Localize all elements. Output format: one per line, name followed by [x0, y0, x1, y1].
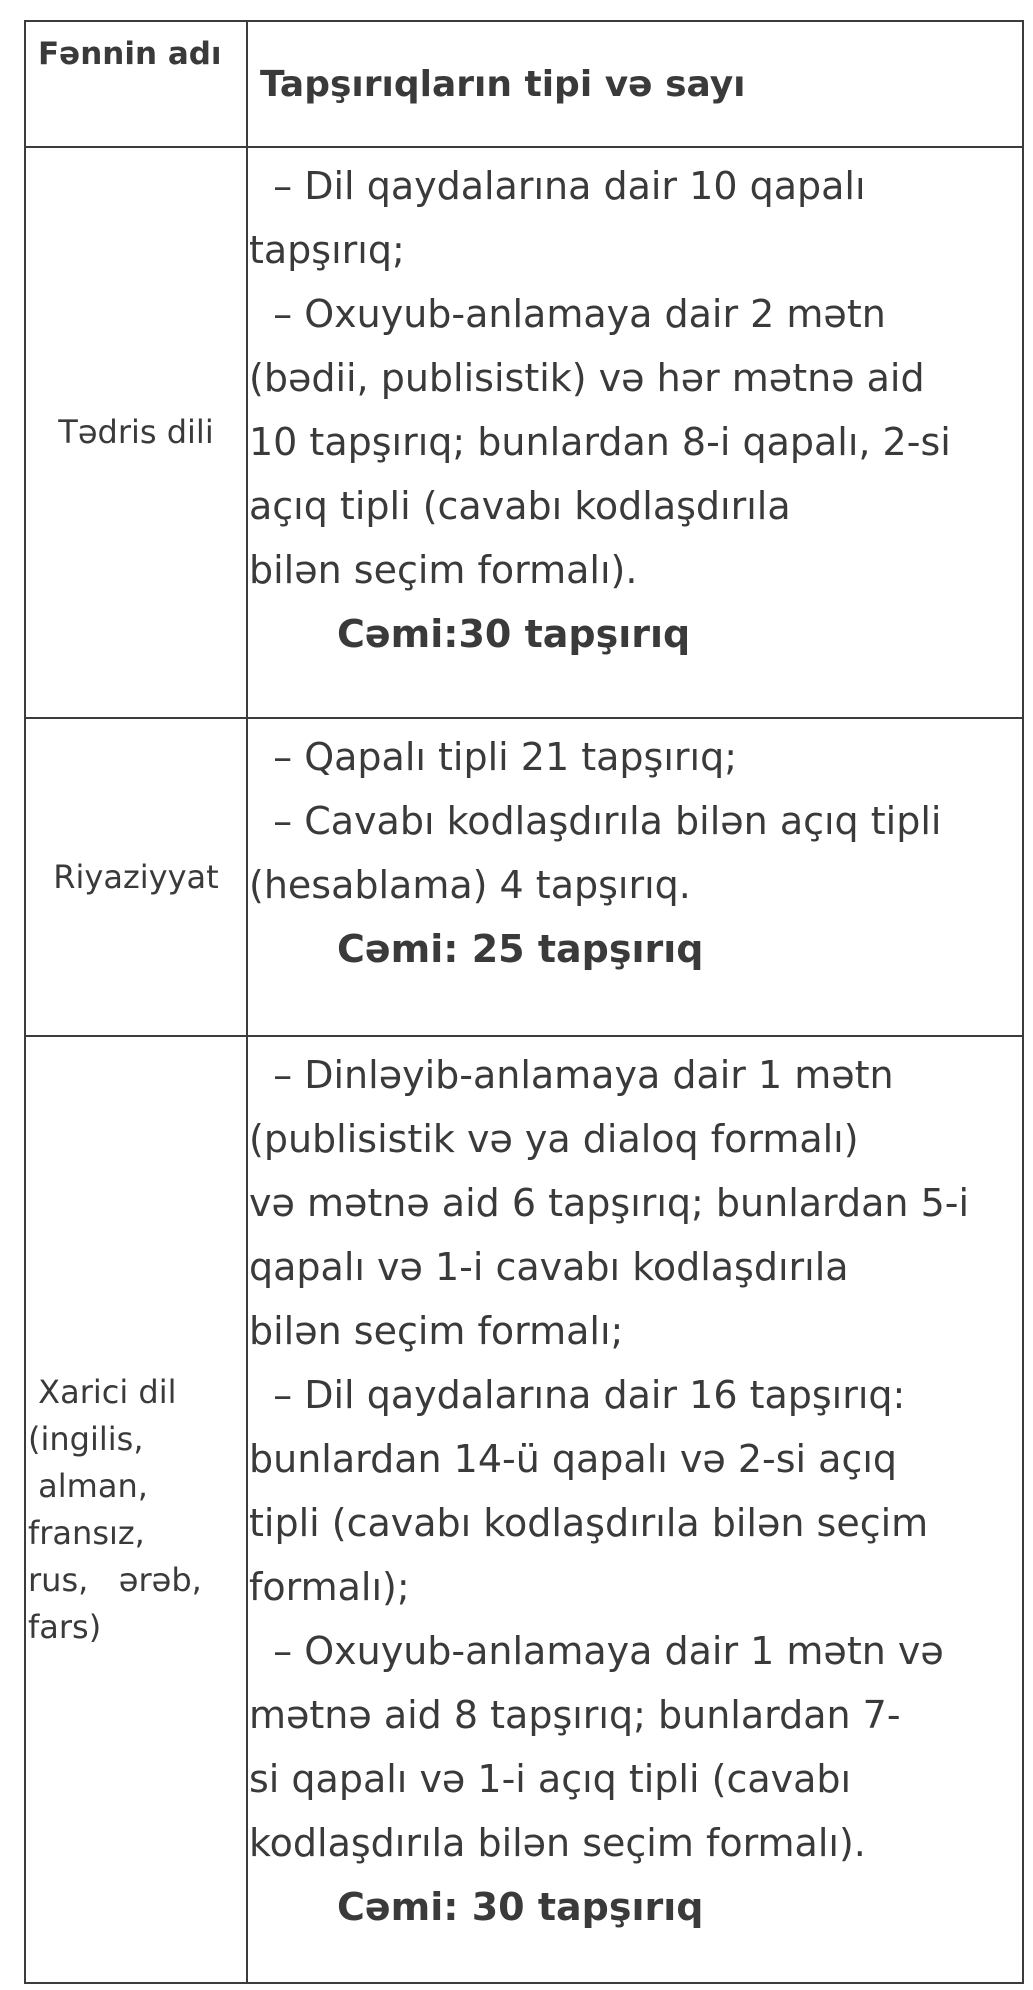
- task-line: – Oxuyub-anlamaya dair 2 mətn: [249, 292, 886, 336]
- total-label: Cəmi: 25 tapşırıq: [337, 927, 704, 971]
- exam-tasks-table: [24, 20, 1024, 1984]
- task-line: bunlardan 14-ü qapalı və 2-si açıq: [249, 1437, 898, 1481]
- total-label: Cəmi: 30 tapşırıq: [337, 1885, 704, 1929]
- task-line: mətnə aid 8 tapşırıq; bunlardan 7-: [249, 1693, 901, 1737]
- tasks-cell: [247, 718, 1023, 1036]
- subject-name-line: (ingilis,: [28, 1419, 144, 1458]
- subject-name-line: Xarici dil: [28, 1372, 177, 1411]
- task-line: 10 tapşırıq; bunlardan 8-i qapalı, 2-si: [249, 420, 951, 464]
- task-line: (hesablama) 4 tapşırıq.: [249, 863, 691, 907]
- table-row: [25, 147, 1023, 718]
- tasks-cell: [247, 1036, 1023, 1983]
- subject-cell: [25, 718, 247, 1036]
- task-line: – Dil qaydalarına dair 16 tapşırıq:: [249, 1373, 906, 1417]
- header-tasks: Tapşırıqların tipi və sayı: [247, 21, 1023, 147]
- header-subject: Fənnin adı: [25, 21, 247, 147]
- task-line: – Dinləyib-anlamaya dair 1 mətn: [249, 1053, 894, 1097]
- subject-cell: [25, 1036, 247, 1983]
- task-line: si qapalı və 1-i açıq tipli (cavabı: [249, 1757, 852, 1801]
- task-line: (publisistik və ya dialoq formalı): [249, 1117, 859, 1161]
- task-line: bilən seçim formalı;: [249, 1309, 624, 1353]
- subject-name-line: fransız,: [28, 1513, 145, 1552]
- task-line: – Qapalı tipli 21 tapşırıq;: [249, 735, 738, 779]
- task-line: kodlaşdırıla bilən seçim formalı).: [249, 1821, 866, 1865]
- subject-name: Riyaziyyat: [53, 857, 219, 896]
- task-line: bilən seçim formalı).: [249, 548, 638, 592]
- subject-name: Tədris dili: [58, 413, 214, 451]
- table-row: [25, 1036, 1023, 1983]
- task-line: tapşırıq;: [249, 228, 405, 272]
- task-line: (bədii, publisistik) və hər mətnə aid: [249, 356, 925, 400]
- table-row: [25, 718, 1023, 1036]
- task-line: açıq tipli (cavabı kodlaşdırıla: [249, 484, 791, 528]
- task-line: – Oxuyub-anlamaya dair 1 mətn və: [249, 1629, 944, 1673]
- tasks-cell: [247, 147, 1023, 718]
- subject-name-line: rus, ərəb,: [28, 1560, 202, 1599]
- subject-name-line: alman,: [28, 1466, 148, 1505]
- task-line: – Cavabı kodlaşdırıla bilən açıq tipli: [249, 799, 942, 843]
- task-line: – Dil qaydalarına dair 10 qapalı: [249, 164, 866, 208]
- task-line: formalı);: [249, 1565, 410, 1609]
- header-row: [25, 21, 1023, 147]
- subject-cell: [25, 147, 247, 718]
- task-line: və mətnə aid 6 tapşırıq; bunlardan 5-i: [249, 1181, 970, 1225]
- task-line: qapalı və 1-i cavabı kodlaşdırıla: [249, 1245, 849, 1289]
- task-line: tipli (cavabı kodlaşdırıla bilən seçim: [249, 1501, 929, 1545]
- subject-name-line: fars): [28, 1607, 102, 1646]
- total-label: Cəmi:30 tapşırıq: [337, 612, 691, 656]
